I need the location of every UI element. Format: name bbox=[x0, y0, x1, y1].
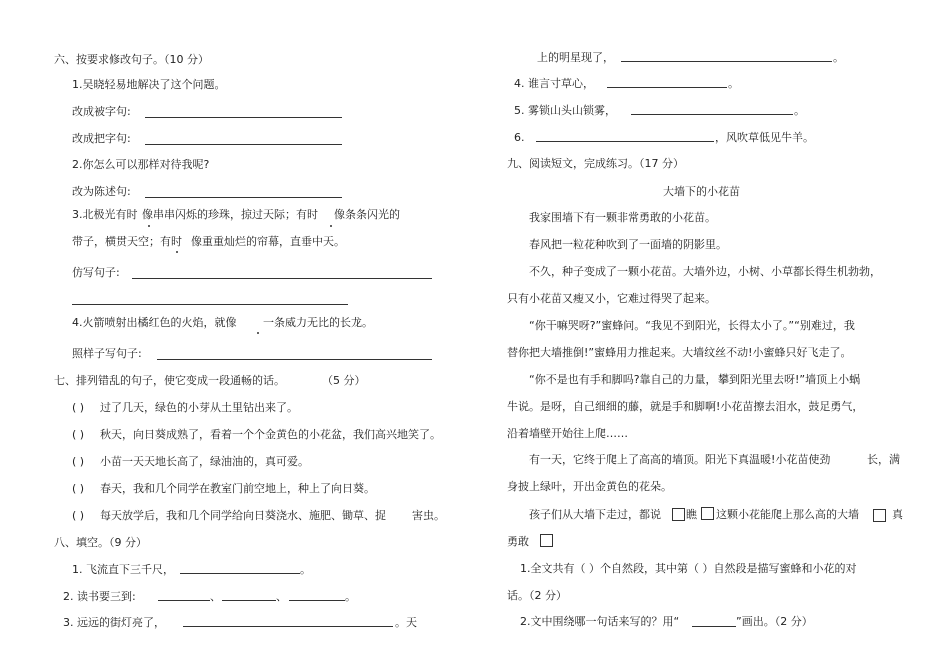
fill-2-text: 2. 读书要三到: bbox=[63, 590, 136, 603]
story-para-5-line-1a: “你不是也有手和脚吗?靠自己的力量， bbox=[529, 373, 717, 386]
q3-line1-b: 像串串闪烁的珍珠，掠过天际；有时 bbox=[142, 208, 318, 221]
fill-4-period: 。 bbox=[728, 77, 739, 90]
fill-4-blank[interactable] bbox=[607, 87, 727, 88]
story-para-3-line-2: 只有小花苗又瘦又小，它难过得哭了起来。 bbox=[507, 292, 716, 305]
story-para-6-line-2: 身披上绿叶，开出金黄色的花朵。 bbox=[507, 480, 672, 493]
q1-passive-blank[interactable] bbox=[145, 117, 342, 118]
order-item: 每天放学后，我和几个同学给向日葵浇水、施肥、锄草、捉 bbox=[100, 509, 386, 522]
emphasis-dot bbox=[148, 225, 150, 227]
story-para-5-line-1b: 攀到阳光里去呀!”墙顶上小蜗 bbox=[718, 373, 861, 386]
fill-6-blank[interactable] bbox=[536, 141, 714, 142]
q4-example-label: 照样子写句子: bbox=[72, 347, 142, 360]
fill-3-period: 。 bbox=[833, 51, 844, 64]
story-para-7-c: 这颗小花能爬上那么高的大墙 bbox=[716, 508, 859, 521]
fill-1-period: 。 bbox=[300, 563, 311, 576]
fill-3-blank-2[interactable] bbox=[621, 61, 832, 62]
story-para-5-line-3: 沿着墙壁开始往上爬…… bbox=[507, 427, 628, 440]
q1-passive-label: 改成被字句: bbox=[72, 105, 131, 118]
q3-line2-b: 像重重灿烂的帘幕，直垂中天。 bbox=[191, 235, 345, 248]
q1-sentence: 1.吴晓轻易地解决了这个问题。 bbox=[72, 78, 226, 91]
section-9-title: 九、阅读短文，完成练习。（17 分） bbox=[507, 157, 684, 170]
story-para-4-line-1: “你干嘛哭呀?”蜜蜂问。“我见不到阳光，长得太小了。”“别难过，我 bbox=[529, 319, 855, 332]
fill-1-text: 1. 飞流直下三千尺， bbox=[72, 563, 174, 576]
punctuation-box[interactable] bbox=[540, 534, 553, 547]
section-7-score: （5 分） bbox=[322, 374, 366, 387]
fill-2-blank-2[interactable] bbox=[222, 600, 276, 601]
q2-statement-blank[interactable] bbox=[145, 197, 342, 198]
section-7-title: 七、排列错乱的句子，使它变成一段通畅的话。 bbox=[54, 374, 285, 387]
order-item: 小苗一天天地长高了，绿油油的，真可爱。 bbox=[100, 455, 309, 468]
fill-2-sep: 、 bbox=[276, 590, 287, 603]
q1-ba-blank[interactable] bbox=[145, 144, 342, 145]
fill-1-blank[interactable] bbox=[180, 573, 300, 574]
fill-5-blank[interactable] bbox=[631, 114, 793, 115]
q3-line1-c: 像条条闪光的 bbox=[334, 208, 400, 221]
fill-5-text: 5. 雾锁山头山锁雾， bbox=[514, 104, 616, 117]
emphasis-dot bbox=[176, 251, 178, 253]
story-para-3-line-1: 不久，种子变成了一颗小花苗。大墙外边，小树、小草都长得生机勃勃， bbox=[529, 265, 881, 278]
punctuation-box[interactable] bbox=[701, 507, 714, 520]
order-paren[interactable]: ( ) bbox=[72, 482, 85, 495]
fill-2-blank-1[interactable] bbox=[158, 600, 210, 601]
story-para-5-line-2: 牛说。是呀，自己细细的藤，就是手和脚啊!小花苗擦去泪水，鼓足勇气， bbox=[507, 400, 864, 413]
fill-4-text: 4. 谁言寸草心， bbox=[514, 77, 594, 90]
story-title: 大墙下的小花苗 bbox=[663, 185, 740, 198]
fill-6-num: 6. bbox=[514, 131, 525, 144]
story-para-1: 我家围墙下有一颗非常勇敢的小花苗。 bbox=[529, 211, 716, 224]
emphasis-dot bbox=[330, 225, 332, 227]
q2-sentence: 2.你怎么可以那样对待我呢? bbox=[72, 158, 210, 171]
q4-example-blank[interactable] bbox=[157, 359, 432, 360]
fill-2-blank-3[interactable] bbox=[289, 600, 345, 601]
story-para-4-line-2: 替你把大墙推倒!”蜜蜂用力推起来。大墙纹丝不动!小蜜蜂只好飞走了。 bbox=[507, 346, 852, 359]
story-para-7-d: 真 bbox=[892, 508, 903, 521]
question-1-line-1: 1.全文共有（ ）个自然段，其中第（ ）自然段是描写蜜蜂和小花的对 bbox=[520, 562, 857, 575]
q3-imitate-label: 仿写句子: bbox=[72, 266, 120, 279]
story-para-2: 春风把一粒花种吹到了一面墙的阴影里。 bbox=[529, 238, 727, 251]
fill-3-text: 3. 远远的街灯亮了， bbox=[63, 616, 165, 629]
order-paren[interactable]: ( ) bbox=[72, 428, 85, 441]
story-para-6-line-1b: 长，满 bbox=[867, 453, 900, 466]
fill-6-end: ，风吹草低见牛羊。 bbox=[715, 131, 814, 144]
section-6-title: 六、按要求修改句子。（10 分） bbox=[54, 53, 209, 66]
fill-5-period: 。 bbox=[794, 104, 805, 117]
q3-line2-a: 带子，横贯天空；有时 bbox=[72, 235, 182, 248]
story-para-6-line-1a: 有一天，它终于爬上了高高的墙顶。阳光下真温暖!小花苗使劲 bbox=[529, 453, 831, 466]
question-2-end: ”画出。（2 分） bbox=[736, 615, 813, 628]
fill-3-blank[interactable] bbox=[183, 626, 393, 627]
punctuation-box[interactable] bbox=[873, 509, 886, 522]
q2-statement-label: 改为陈述句: bbox=[72, 185, 131, 198]
fill-3-continued: 上的明星现了， bbox=[537, 51, 614, 64]
question-2-blank[interactable] bbox=[692, 626, 736, 627]
order-paren[interactable]: ( ) bbox=[72, 509, 85, 522]
fill-3-end: 。天 bbox=[395, 616, 417, 629]
order-paren[interactable]: ( ) bbox=[72, 401, 85, 414]
question-1-line-2: 话。（2 分） bbox=[507, 589, 567, 602]
order-item: 过了几天，绿色的小芽从土里钻出来了。 bbox=[100, 401, 298, 414]
fill-2-sep: 、 bbox=[210, 590, 221, 603]
q3-imitate-blank-2[interactable] bbox=[72, 304, 348, 305]
fill-2-period: 。 bbox=[345, 590, 356, 603]
q4-line-b: 一条威力无比的长龙。 bbox=[263, 316, 373, 329]
q4-line-a: 4.火箭喷射出橘红色的火焰，就像 bbox=[72, 316, 237, 329]
punctuation-box[interactable] bbox=[672, 508, 685, 521]
story-para-7-line-2: 勇敢 bbox=[507, 535, 529, 548]
q3-imitate-blank-1[interactable] bbox=[132, 278, 432, 279]
q3-line1-a: 3.北极光有时 bbox=[72, 208, 138, 221]
question-2-text: 2.文中围绕哪一句话来写的？用“ bbox=[520, 615, 680, 628]
story-para-7-b: 瞧 bbox=[686, 508, 697, 521]
order-item-tail: 害虫。 bbox=[412, 509, 445, 522]
story-para-7-a: 孩子们从大墙下走过，都说 bbox=[529, 508, 661, 521]
order-paren[interactable]: ( ) bbox=[72, 455, 85, 468]
section-8-title: 八、填空。（9 分） bbox=[54, 536, 147, 549]
order-item: 秋天，向日葵成熟了，看着一个个金黄色的小花盆，我们高兴地笑了。 bbox=[100, 428, 441, 441]
emphasis-dot bbox=[257, 332, 259, 334]
q1-ba-label: 改成把字句: bbox=[72, 132, 131, 145]
order-item: 春天，我和几个同学在教室门前空地上，种上了向日葵。 bbox=[100, 482, 375, 495]
